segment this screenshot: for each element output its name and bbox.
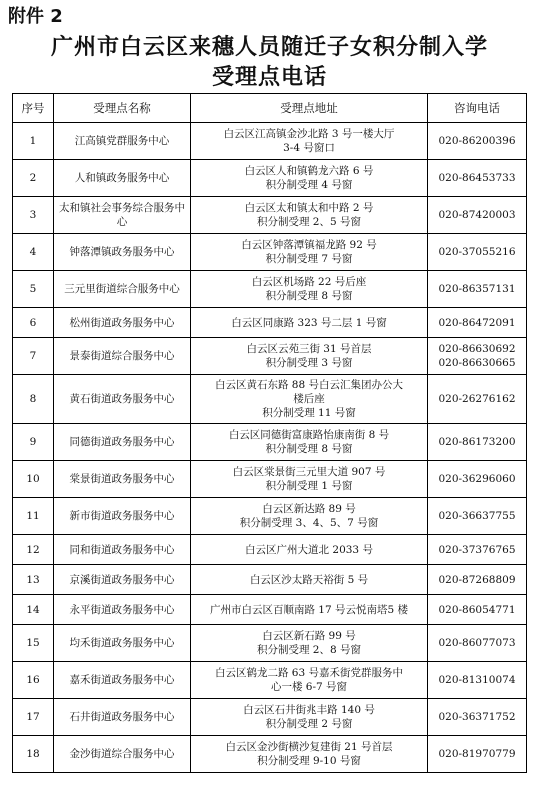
cell-phone	[428, 424, 527, 461]
phone-number: 020-86077073	[438, 637, 516, 649]
phone-number: 020-36637755	[438, 510, 516, 522]
column-header-address: 受理点地址	[191, 94, 428, 123]
address-line: 积分制受理 1 号窗	[265, 480, 353, 492]
cell-name: 同和街道政务服务中心	[54, 535, 191, 565]
table-row	[13, 699, 527, 736]
address-line: 积分制受理 9-10 号窗	[257, 755, 361, 767]
address-line: 积分制受理 2、5 号窗	[256, 216, 362, 228]
cell-address	[191, 338, 428, 375]
phone-number: 020-86357131	[438, 283, 516, 295]
cell-phone	[428, 197, 527, 234]
cell-number: 13	[13, 565, 54, 595]
phone-number: 020-86054771	[438, 603, 516, 616]
table-row	[13, 461, 527, 498]
cell-address	[191, 461, 428, 498]
address-line: 积分制受理 3、4、5、7 号窗	[239, 517, 379, 529]
address-line: 白云区石井街兆丰路 140 号	[243, 704, 375, 716]
address-line: 白云区人和镇鹤龙六路 6 号	[244, 165, 374, 177]
cell-name: 人和镇政务服务中心	[54, 160, 191, 197]
cell-name: 钟落潭镇政务服务中心	[54, 234, 191, 271]
cell-number: 14	[13, 595, 54, 625]
cell-phone	[428, 234, 527, 271]
address-line: 白云区沙太路天裕街 5 号	[249, 573, 369, 586]
cell-number: 7	[13, 338, 54, 375]
cell-name: 均禾街道政务服务中心	[54, 625, 191, 662]
cell-name: 嘉禾街道政务服务中心	[54, 662, 191, 699]
cell-number: 5	[13, 271, 54, 308]
cell-number: 10	[13, 461, 54, 498]
address-line: 心一楼 6-7 号窗	[270, 681, 348, 693]
address-line: 白云区新石路 99 号	[262, 630, 356, 642]
cell-phone	[428, 625, 527, 662]
attachment-label: 附件 2	[8, 6, 63, 27]
address-line: 白云区江高镇金沙北路 3 号一楼大厅	[223, 128, 395, 140]
cell-phone	[428, 535, 527, 565]
cell-number: 6	[13, 308, 54, 338]
cell-name: 石井街道政务服务中心	[54, 699, 191, 736]
address-line: 白云区钟落潭镇福龙路 92 号	[241, 239, 377, 251]
table-row	[13, 308, 527, 338]
cell-phone	[428, 699, 527, 736]
table-row	[13, 498, 527, 535]
table-header-row	[13, 94, 527, 123]
address-line: 白云区同康路 323 号二层 1 号窗	[231, 316, 387, 329]
cell-address	[191, 535, 428, 565]
address-line: 白云区同德街富康路怡康南街 8 号	[228, 429, 390, 441]
cell-number: 9	[13, 424, 54, 461]
table-row	[13, 197, 527, 234]
cell-phone	[428, 565, 527, 595]
cell-phone	[428, 736, 527, 773]
phone-number: 020-87268809	[438, 573, 516, 586]
phone-number: 020-86472091	[438, 316, 516, 329]
phone-number: 020-36371752	[438, 711, 516, 723]
cell-address	[191, 662, 428, 699]
cell-number: 12	[13, 535, 54, 565]
phone-number: 020-37376765	[438, 543, 516, 556]
cell-address	[191, 375, 428, 424]
address-line: 积分制受理 3 号窗	[265, 357, 353, 369]
cell-phone	[428, 271, 527, 308]
cell-phone	[428, 498, 527, 535]
cell-number: 17	[13, 699, 54, 736]
cell-address	[191, 699, 428, 736]
cell-name: 新市街道政务服务中心	[54, 498, 191, 535]
cell-address	[191, 160, 428, 197]
address-line: 积分制受理 4 号窗	[265, 179, 353, 191]
phone-number: 020-36296060	[438, 473, 516, 485]
table-row	[13, 662, 527, 699]
address-line: 白云区金沙街横沙复建街 21 号首层	[225, 741, 393, 753]
table-row	[13, 625, 527, 662]
table-body	[13, 123, 527, 773]
column-header-number: 序号	[13, 94, 54, 123]
cell-address	[191, 736, 428, 773]
cell-address	[191, 595, 428, 625]
table-row	[13, 535, 527, 565]
address-line: 积分制受理 8 号窗	[265, 443, 353, 455]
address-line: 白云区云苑三街 31 号首层	[246, 343, 372, 355]
address-line: 白云区机场路 22 号后座	[251, 276, 367, 288]
phone-number: 020-37055216	[438, 246, 516, 258]
cell-phone	[428, 461, 527, 498]
cell-name: 同德街道政务服务中心	[54, 424, 191, 461]
table-row	[13, 424, 527, 461]
cell-name: 京溪街道政务服务中心	[54, 565, 191, 595]
address-line: 积分制受理 2 号窗	[265, 718, 353, 730]
address-line: 白云区新达路 89 号	[262, 503, 356, 515]
table-row	[13, 271, 527, 308]
cell-address	[191, 424, 428, 461]
cell-name: 永平街道政务服务中心	[54, 595, 191, 625]
cell-phone	[428, 338, 527, 375]
cell-address	[191, 565, 428, 595]
cell-name: 三元里街道综合服务中心	[54, 271, 191, 308]
cell-number: 15	[13, 625, 54, 662]
address-line: 3-4 号窗口	[283, 142, 335, 154]
table-row	[13, 234, 527, 271]
table-row	[13, 375, 527, 424]
phone-number: 020-87420003	[438, 209, 516, 221]
cell-name: 棠景街道政务服务中心	[54, 461, 191, 498]
cell-number: 4	[13, 234, 54, 271]
cell-name: 景泰街道综合服务中心	[54, 338, 191, 375]
cell-address	[191, 234, 428, 271]
cell-address	[191, 625, 428, 662]
cell-name: 黄石街道政务服务中心	[54, 375, 191, 424]
cell-name: 金沙街道综合服务中心	[54, 736, 191, 773]
address-line: 白云区棠景街三元里大道 907 号	[232, 466, 386, 478]
page-title: 广州市白云区来穗人员随迁子女积分制入学	[50, 35, 488, 60]
cell-phone	[428, 595, 527, 625]
address-line: 白云区太和镇太和中路 2 号	[244, 202, 374, 214]
address-line: 楼后座	[293, 393, 325, 405]
cell-phone	[428, 662, 527, 699]
address-line: 积分制受理 8 号窗	[265, 290, 353, 302]
cell-number: 1	[13, 123, 54, 160]
phone-number: 020-26276162	[438, 393, 516, 405]
page-subtitle: 受理点电话	[211, 65, 327, 90]
phone-number: 020-86630692	[438, 343, 516, 355]
address-line: 积分制受理 11 号窗	[262, 407, 356, 419]
cell-address	[191, 197, 428, 234]
address-line: 白云区黄石东路 88 号白云汇集团办公大	[214, 379, 404, 391]
cell-name: 太和镇社会事务综合服务中心	[54, 197, 191, 234]
phone-number: 020-81310074	[438, 674, 516, 686]
cell-address	[191, 123, 428, 160]
cell-number: 18	[13, 736, 54, 773]
phone-number: 020-86200396	[438, 135, 516, 147]
address-line: 白云区鹤龙二路 63 号嘉禾街党群服务中	[214, 667, 404, 679]
cell-number: 2	[13, 160, 54, 197]
cell-phone	[428, 308, 527, 338]
address-line: 白云区广州大道北 2033 号	[245, 543, 373, 556]
phone-number: 020-86453733	[438, 172, 516, 184]
column-header-name: 受理点名称	[54, 94, 191, 123]
address-line: 积分制受理 7 号窗	[265, 253, 353, 265]
table-row	[13, 595, 527, 625]
cell-phone	[428, 375, 527, 424]
table-row	[13, 160, 527, 197]
address-line: 积分制受理 2、8 号窗	[256, 644, 362, 656]
cell-name: 江高镇党群服务中心	[54, 123, 191, 160]
address-line: 广州市白云区百顺南路 17 号云悦南塔5 楼	[209, 603, 409, 616]
cell-number: 11	[13, 498, 54, 535]
cell-phone	[428, 123, 527, 160]
table-row	[13, 565, 527, 595]
phone-number: 020-81970779	[438, 748, 516, 760]
column-header-phone: 咨询电话	[428, 94, 527, 123]
cell-address	[191, 498, 428, 535]
table-row	[13, 123, 527, 160]
contact-table	[12, 93, 527, 773]
cell-number: 16	[13, 662, 54, 699]
cell-number: 3	[13, 197, 54, 234]
phone-number: 020-86173200	[438, 436, 516, 448]
table-row	[13, 338, 527, 375]
cell-address	[191, 308, 428, 338]
phone-number: 020-86630665	[438, 357, 516, 369]
table-row	[13, 736, 527, 773]
cell-number: 8	[13, 375, 54, 424]
cell-phone	[428, 160, 527, 197]
cell-name: 松州街道政务服务中心	[54, 308, 191, 338]
cell-address	[191, 271, 428, 308]
